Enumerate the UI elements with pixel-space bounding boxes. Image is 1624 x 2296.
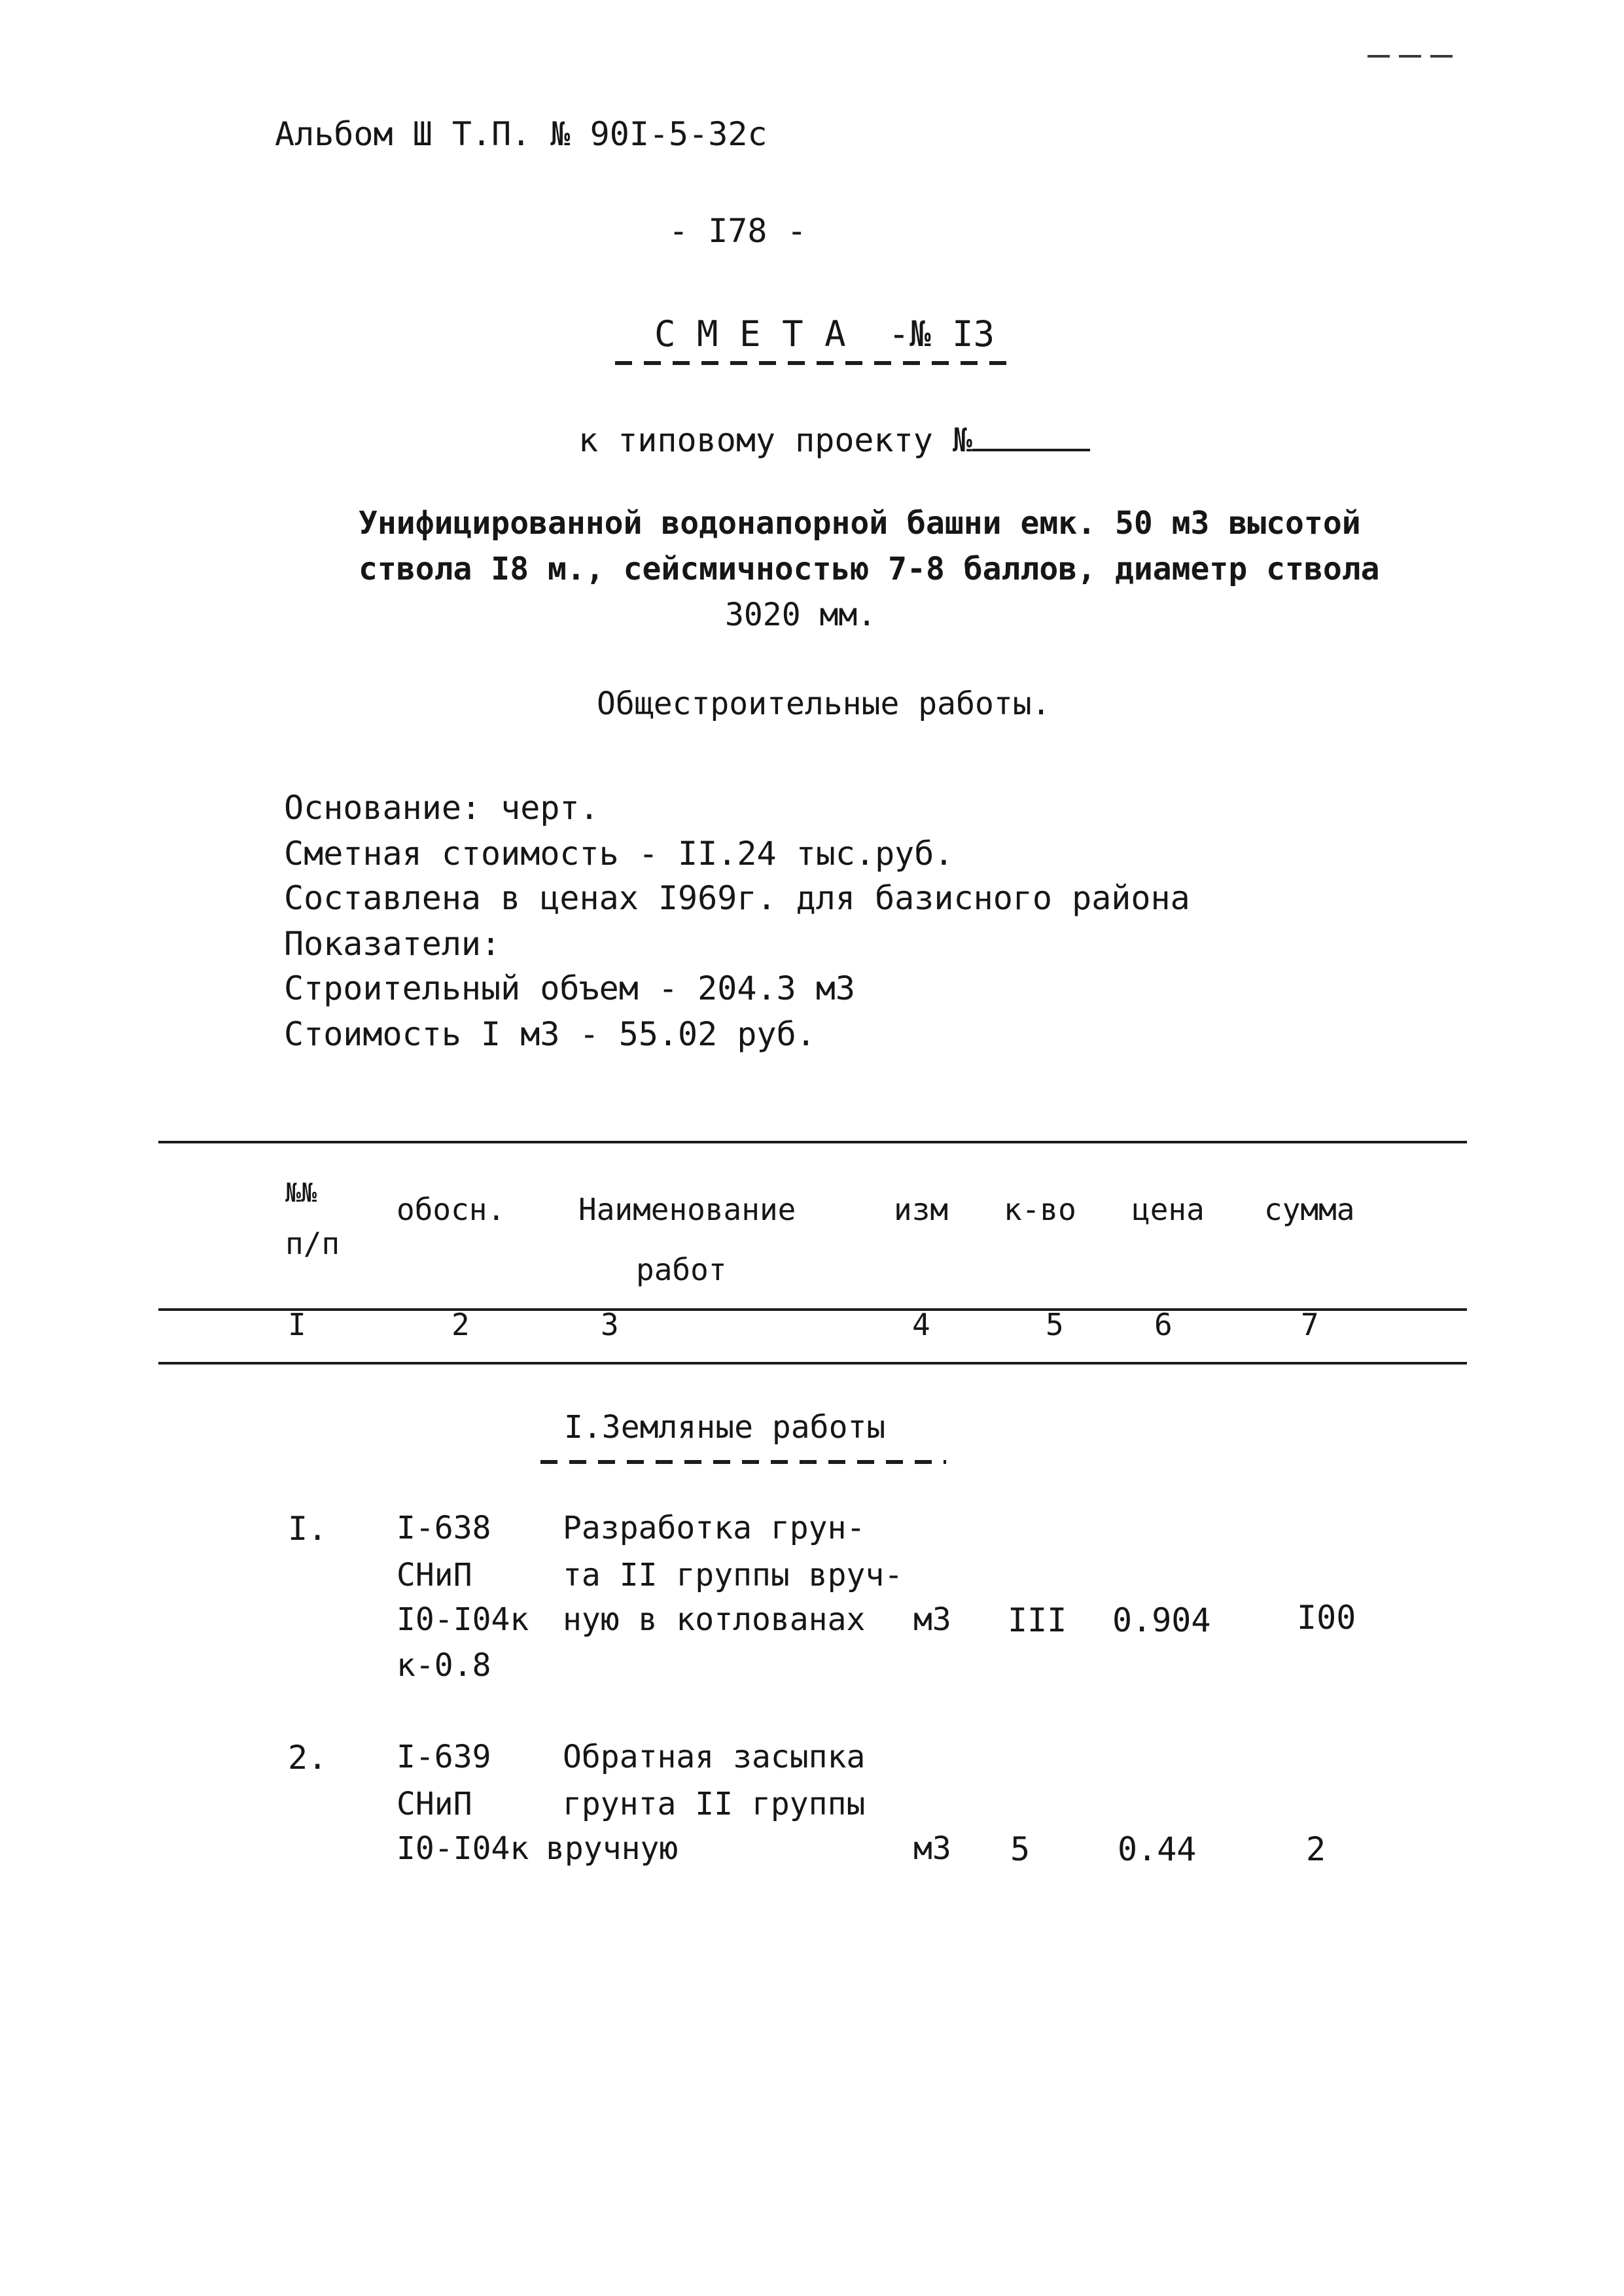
row-1-num: I. [288, 1510, 328, 1548]
prices-line: Составлена в ценах I969г. для базисного района [284, 879, 1190, 917]
smeta-title: С М Е Т А -№ I3 [654, 313, 995, 355]
smeta-title-underline [615, 361, 1008, 365]
col-number-5: 5 [1046, 1307, 1064, 1342]
estimated-cost-line: Сметная стоимость - II.24 тыс.руб. [284, 835, 954, 873]
row-1-basis-1: I-638 [397, 1510, 491, 1546]
section-title-underline [540, 1460, 946, 1464]
row-2-name-1: Обратная засыпка [563, 1739, 866, 1775]
row-1-qty: III [1008, 1601, 1067, 1639]
project-reference [578, 421, 1090, 459]
album-reference: Альбом Ш Т.П. № 90I-5-32с [275, 115, 768, 153]
row-1-basis-2: СНиП [397, 1557, 472, 1593]
row-2-price: 0.44 [1118, 1830, 1197, 1868]
description-line-2: ствола I8 м., сейсмичностью 7-8 баллов, диаметр ствола [359, 551, 1380, 587]
section-title: I.Земляные работы [564, 1409, 886, 1446]
header-num-bottom: п/п [285, 1226, 340, 1261]
row-2-basis-2: СНиП [397, 1786, 472, 1822]
col-number-6: 6 [1154, 1307, 1173, 1342]
row-2-name-3: вручную [546, 1830, 679, 1867]
header-bottom-rule [158, 1308, 1467, 1311]
row-1-unit: м3 [913, 1601, 951, 1638]
col-number-7: 7 [1301, 1307, 1319, 1342]
basis-line: Основание: черт. [284, 789, 599, 827]
col-number-3: 3 [601, 1307, 619, 1342]
row-2-qty: 5 [1010, 1830, 1031, 1868]
row-1-sum: I00 [1297, 1599, 1356, 1637]
project-number-blank [972, 424, 1090, 451]
project-reference-label: к типовому проекту № [578, 421, 973, 459]
table-top-rule [158, 1141, 1467, 1143]
row-1-basis-4: к-0.8 [397, 1647, 491, 1684]
row-1-price: 0.904 [1112, 1601, 1211, 1639]
header-basis: обосн. [397, 1192, 506, 1227]
header-price: цена [1132, 1192, 1205, 1227]
unit-cost-line: Стоимость I м3 - 55.02 руб. [284, 1015, 816, 1053]
header-qty: к-во [1004, 1192, 1076, 1227]
row-1-name-1: Разработка грун- [563, 1510, 866, 1546]
col-number-2: 2 [451, 1307, 470, 1342]
col-number-4: 4 [912, 1307, 930, 1342]
corner-mark [1368, 55, 1459, 58]
row-2-sum: 2 [1306, 1830, 1326, 1868]
row-2-basis-3: I0-I04к [397, 1830, 529, 1867]
row-1-name-3: ную в котлованах [563, 1601, 866, 1638]
header-name-top: Наименование [578, 1192, 796, 1227]
col-numbers-bottom-rule [158, 1362, 1467, 1365]
header-num-top: №№ [285, 1178, 317, 1208]
page-number: - I78 - [669, 212, 807, 250]
header-unit: изм [894, 1192, 949, 1227]
row-2-num: 2. [288, 1739, 328, 1777]
row-2-name-2: грунта II группы [563, 1786, 866, 1822]
col-number-1: I [288, 1307, 306, 1342]
row-2-basis-1: I-639 [397, 1739, 491, 1775]
description-line-3: 3020 мм. [725, 597, 877, 633]
description-line-1: Унифицированной водонапорной башни емк. 50 м3 высотой [359, 505, 1361, 542]
row-1-name-2: та II группы вруч- [563, 1557, 904, 1593]
row-1-basis-3: I0-I04к [397, 1601, 529, 1638]
volume-line: Строительный объем - 204.3 м3 [284, 969, 855, 1007]
header-name-bottom: работ [636, 1252, 727, 1287]
row-2-unit: м3 [913, 1830, 951, 1867]
works-type: Общестроительные работы. [597, 686, 1051, 722]
indicators-line: Показатели: [284, 925, 501, 963]
header-sum: сумма [1264, 1192, 1355, 1227]
